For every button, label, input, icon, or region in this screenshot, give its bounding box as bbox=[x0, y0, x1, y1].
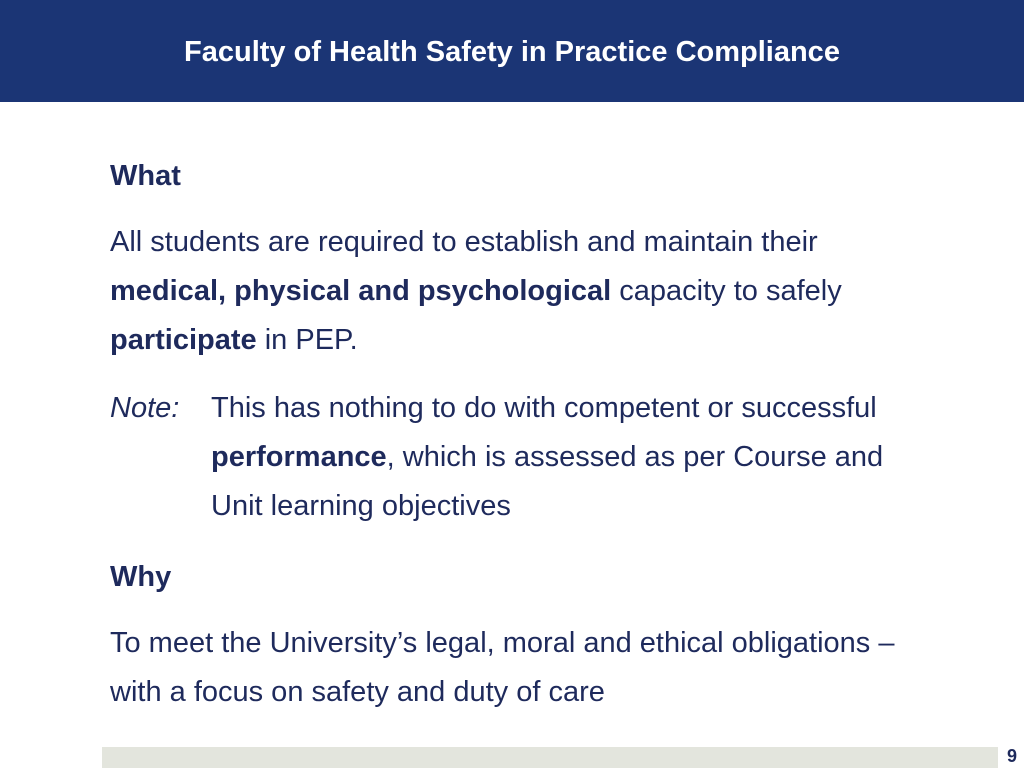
note-text-1: This has nothing to do with competent or successful bbox=[211, 392, 877, 424]
note-bold-performance: performance bbox=[211, 441, 387, 473]
what-text-3: in PEP. bbox=[256, 324, 358, 356]
slide-header bbox=[0, 0, 1024, 102]
page-number: 9 bbox=[1006, 746, 1017, 766]
footer-bar bbox=[102, 747, 998, 768]
why-heading: Why bbox=[110, 561, 172, 593]
what-heading: What bbox=[110, 160, 181, 192]
note-text-2: , which is assessed as per Course and Unit learning objectives bbox=[211, 441, 884, 522]
what-text-1: All students are required to establish and maintain their bbox=[110, 226, 818, 258]
what-paragraph bbox=[110, 218, 930, 365]
slide-title: Faculty of Health Safety in Practice Compliance bbox=[184, 36, 840, 68]
what-bold-participate: participate bbox=[110, 324, 257, 356]
what-text-2: capacity to safely bbox=[611, 275, 842, 307]
what-bold-capacity: medical, physical and psychological bbox=[110, 275, 612, 307]
note-label: Note: bbox=[110, 392, 180, 424]
why-paragraph: To meet the University’s legal, moral and ethical obligations – with a focus on safety and duty of care bbox=[110, 627, 895, 708]
note-paragraph bbox=[211, 384, 941, 531]
